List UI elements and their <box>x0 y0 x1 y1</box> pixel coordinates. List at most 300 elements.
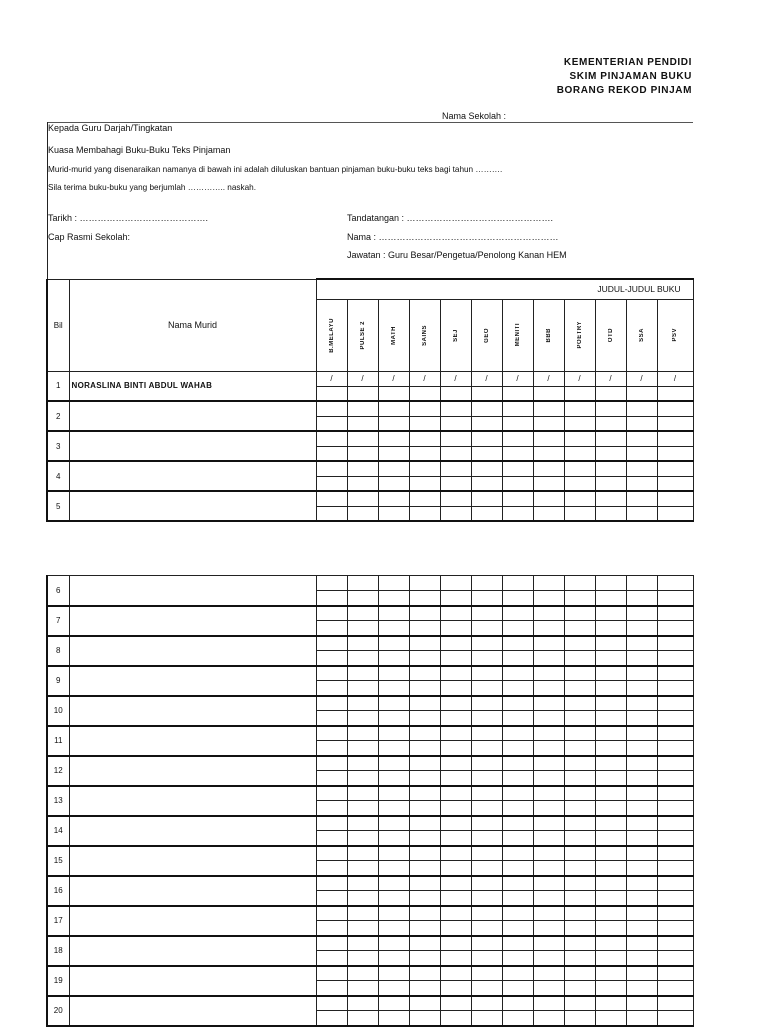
book-mark-cell[interactable] <box>626 491 657 506</box>
book-mark-cell[interactable] <box>626 906 657 921</box>
book-return-cell[interactable] <box>347 921 378 936</box>
book-mark-cell[interactable] <box>533 936 564 951</box>
book-mark-cell[interactable] <box>533 491 564 506</box>
book-return-cell[interactable] <box>626 476 657 491</box>
book-return-cell[interactable] <box>657 591 693 606</box>
book-return-cell[interactable] <box>471 681 502 696</box>
book-mark-cell[interactable] <box>440 606 471 621</box>
book-return-cell[interactable] <box>626 621 657 636</box>
book-mark-cell[interactable] <box>347 696 378 711</box>
book-return-cell[interactable] <box>595 506 626 521</box>
book-mark-cell[interactable] <box>564 431 595 446</box>
book-mark-cell[interactable] <box>595 401 626 416</box>
book-return-cell[interactable] <box>471 476 502 491</box>
book-return-cell[interactable] <box>316 831 347 846</box>
book-mark-cell[interactable] <box>440 431 471 446</box>
book-return-cell[interactable] <box>657 711 693 726</box>
book-mark-cell[interactable] <box>440 906 471 921</box>
book-mark-cell[interactable] <box>378 876 409 891</box>
book-return-cell[interactable] <box>502 801 533 816</box>
book-return-cell[interactable] <box>316 711 347 726</box>
book-mark-cell[interactable] <box>440 401 471 416</box>
book-return-cell[interactable] <box>502 771 533 786</box>
book-return-cell[interactable] <box>316 476 347 491</box>
book-mark-cell[interactable] <box>595 491 626 506</box>
book-return-cell[interactable] <box>378 981 409 996</box>
book-return-cell[interactable] <box>533 981 564 996</box>
book-return-cell[interactable] <box>471 651 502 666</box>
book-mark-cell[interactable] <box>564 966 595 981</box>
book-mark-cell[interactable]: / <box>533 371 564 386</box>
book-mark-cell[interactable] <box>409 696 440 711</box>
book-mark-cell[interactable] <box>657 786 693 801</box>
book-return-cell[interactable] <box>347 951 378 966</box>
book-return-cell[interactable] <box>657 921 693 936</box>
book-mark-cell[interactable]: / <box>626 371 657 386</box>
book-return-cell[interactable] <box>657 681 693 696</box>
book-return-cell[interactable] <box>316 861 347 876</box>
book-mark-cell[interactable] <box>502 401 533 416</box>
book-return-cell[interactable] <box>409 951 440 966</box>
book-return-cell[interactable] <box>471 801 502 816</box>
book-mark-cell[interactable] <box>564 906 595 921</box>
book-return-cell[interactable] <box>626 861 657 876</box>
book-mark-cell[interactable] <box>347 876 378 891</box>
book-mark-cell[interactable] <box>409 876 440 891</box>
student-name-cell[interactable] <box>69 906 316 936</box>
book-mark-cell[interactable] <box>657 996 693 1011</box>
book-return-cell[interactable] <box>409 831 440 846</box>
book-mark-cell[interactable] <box>471 906 502 921</box>
book-return-cell[interactable] <box>657 386 693 401</box>
book-return-cell[interactable] <box>378 476 409 491</box>
book-mark-cell[interactable] <box>378 696 409 711</box>
book-mark-cell[interactable] <box>533 606 564 621</box>
book-mark-cell[interactable] <box>657 876 693 891</box>
book-return-cell[interactable] <box>378 921 409 936</box>
book-return-cell[interactable] <box>409 476 440 491</box>
student-name-cell[interactable] <box>69 431 316 461</box>
book-mark-cell[interactable] <box>657 491 693 506</box>
book-return-cell[interactable] <box>564 591 595 606</box>
book-return-cell[interactable] <box>471 416 502 431</box>
book-return-cell[interactable] <box>595 741 626 756</box>
book-mark-cell[interactable] <box>316 876 347 891</box>
book-mark-cell[interactable] <box>471 786 502 801</box>
book-mark-cell[interactable] <box>502 491 533 506</box>
book-mark-cell[interactable] <box>471 606 502 621</box>
book-return-cell[interactable] <box>316 981 347 996</box>
book-mark-cell[interactable]: / <box>657 371 693 386</box>
book-mark-cell[interactable] <box>378 906 409 921</box>
book-return-cell[interactable] <box>471 1011 502 1026</box>
book-return-cell[interactable] <box>378 771 409 786</box>
book-return-cell[interactable] <box>409 416 440 431</box>
book-mark-cell[interactable] <box>564 726 595 741</box>
book-return-cell[interactable] <box>626 921 657 936</box>
book-return-cell[interactable] <box>409 981 440 996</box>
book-mark-cell[interactable] <box>316 816 347 831</box>
book-return-cell[interactable] <box>378 651 409 666</box>
book-return-cell[interactable] <box>626 681 657 696</box>
book-return-cell[interactable] <box>564 981 595 996</box>
book-return-cell[interactable] <box>502 981 533 996</box>
book-mark-cell[interactable]: / <box>378 371 409 386</box>
book-return-cell[interactable] <box>378 681 409 696</box>
book-return-cell[interactable] <box>502 386 533 401</box>
book-mark-cell[interactable] <box>347 936 378 951</box>
book-mark-cell[interactable] <box>471 846 502 861</box>
book-mark-cell[interactable] <box>316 636 347 651</box>
book-mark-cell[interactable] <box>502 936 533 951</box>
book-mark-cell[interactable] <box>533 461 564 476</box>
book-mark-cell[interactable] <box>378 996 409 1011</box>
book-mark-cell[interactable] <box>471 696 502 711</box>
book-return-cell[interactable] <box>471 861 502 876</box>
book-return-cell[interactable] <box>595 386 626 401</box>
book-return-cell[interactable] <box>471 621 502 636</box>
book-return-cell[interactable] <box>502 741 533 756</box>
book-return-cell[interactable] <box>316 386 347 401</box>
book-return-cell[interactable] <box>378 861 409 876</box>
book-mark-cell[interactable] <box>502 966 533 981</box>
book-return-cell[interactable] <box>657 651 693 666</box>
book-mark-cell[interactable] <box>440 696 471 711</box>
book-return-cell[interactable] <box>564 651 595 666</box>
book-mark-cell[interactable] <box>440 726 471 741</box>
book-return-cell[interactable] <box>378 386 409 401</box>
name-field[interactable]: Nama : …………………………………………………… <box>347 232 559 242</box>
book-mark-cell[interactable] <box>378 966 409 981</box>
book-return-cell[interactable] <box>440 951 471 966</box>
book-return-cell[interactable] <box>316 921 347 936</box>
book-mark-cell[interactable] <box>316 726 347 741</box>
book-mark-cell[interactable] <box>657 756 693 771</box>
signature-field[interactable]: Tandatangan : …………………………………………. <box>347 213 554 223</box>
book-mark-cell[interactable] <box>409 786 440 801</box>
book-mark-cell[interactable] <box>378 936 409 951</box>
book-mark-cell[interactable] <box>378 431 409 446</box>
book-return-cell[interactable] <box>533 741 564 756</box>
book-mark-cell[interactable] <box>657 431 693 446</box>
book-return-cell[interactable] <box>564 831 595 846</box>
book-mark-cell[interactable] <box>347 636 378 651</box>
book-return-cell[interactable] <box>533 591 564 606</box>
book-mark-cell[interactable] <box>595 636 626 651</box>
book-return-cell[interactable] <box>471 741 502 756</box>
book-mark-cell[interactable] <box>440 816 471 831</box>
book-return-cell[interactable] <box>657 506 693 521</box>
book-mark-cell[interactable] <box>657 401 693 416</box>
book-return-cell[interactable] <box>626 446 657 461</box>
book-return-cell[interactable] <box>316 801 347 816</box>
book-mark-cell[interactable]: / <box>564 371 595 386</box>
book-mark-cell[interactable] <box>533 756 564 771</box>
book-return-cell[interactable] <box>626 416 657 431</box>
book-return-cell[interactable] <box>657 981 693 996</box>
book-mark-cell[interactable] <box>347 666 378 681</box>
book-mark-cell[interactable] <box>471 491 502 506</box>
book-return-cell[interactable] <box>409 506 440 521</box>
book-mark-cell[interactable] <box>316 786 347 801</box>
book-return-cell[interactable] <box>471 446 502 461</box>
book-return-cell[interactable] <box>378 506 409 521</box>
book-mark-cell[interactable] <box>626 606 657 621</box>
book-mark-cell[interactable] <box>533 576 564 591</box>
book-return-cell[interactable] <box>440 386 471 401</box>
book-mark-cell[interactable] <box>347 576 378 591</box>
book-mark-cell[interactable] <box>347 756 378 771</box>
date-field[interactable]: Tarikh : ……………………………………. <box>48 213 209 223</box>
book-mark-cell[interactable] <box>440 491 471 506</box>
book-mark-cell[interactable] <box>626 636 657 651</box>
book-return-cell[interactable] <box>347 771 378 786</box>
book-return-cell[interactable] <box>502 1011 533 1026</box>
book-mark-cell[interactable] <box>564 786 595 801</box>
book-mark-cell[interactable] <box>564 636 595 651</box>
book-return-cell[interactable] <box>595 861 626 876</box>
book-return-cell[interactable] <box>564 711 595 726</box>
book-return-cell[interactable] <box>626 801 657 816</box>
book-mark-cell[interactable] <box>626 696 657 711</box>
book-mark-cell[interactable] <box>502 666 533 681</box>
book-return-cell[interactable] <box>502 711 533 726</box>
book-mark-cell[interactable] <box>409 491 440 506</box>
book-return-cell[interactable] <box>409 1011 440 1026</box>
student-name-cell[interactable] <box>69 491 316 521</box>
book-return-cell[interactable] <box>626 506 657 521</box>
book-mark-cell[interactable] <box>595 786 626 801</box>
book-return-cell[interactable] <box>316 741 347 756</box>
book-mark-cell[interactable] <box>347 726 378 741</box>
book-return-cell[interactable] <box>657 476 693 491</box>
book-return-cell[interactable] <box>564 771 595 786</box>
book-return-cell[interactable] <box>316 416 347 431</box>
book-return-cell[interactable] <box>595 771 626 786</box>
book-return-cell[interactable] <box>440 1011 471 1026</box>
book-return-cell[interactable] <box>347 711 378 726</box>
book-mark-cell[interactable] <box>533 816 564 831</box>
book-return-cell[interactable] <box>564 506 595 521</box>
book-return-cell[interactable] <box>409 891 440 906</box>
book-mark-cell[interactable] <box>378 491 409 506</box>
book-mark-cell[interactable] <box>595 606 626 621</box>
book-mark-cell[interactable] <box>595 756 626 771</box>
book-return-cell[interactable] <box>533 951 564 966</box>
book-mark-cell[interactable] <box>316 846 347 861</box>
book-mark-cell[interactable] <box>595 816 626 831</box>
book-mark-cell[interactable] <box>409 431 440 446</box>
book-return-cell[interactable] <box>657 831 693 846</box>
student-name-cell[interactable] <box>69 936 316 966</box>
book-mark-cell[interactable] <box>409 996 440 1011</box>
book-mark-cell[interactable] <box>502 576 533 591</box>
book-return-cell[interactable] <box>564 621 595 636</box>
book-mark-cell[interactable] <box>471 936 502 951</box>
book-return-cell[interactable] <box>502 891 533 906</box>
book-return-cell[interactable] <box>347 446 378 461</box>
book-return-cell[interactable] <box>595 681 626 696</box>
book-return-cell[interactable] <box>595 711 626 726</box>
book-return-cell[interactable] <box>347 506 378 521</box>
book-return-cell[interactable] <box>347 681 378 696</box>
book-mark-cell[interactable] <box>502 876 533 891</box>
book-return-cell[interactable] <box>409 446 440 461</box>
book-return-cell[interactable] <box>440 711 471 726</box>
book-mark-cell[interactable] <box>347 786 378 801</box>
book-mark-cell[interactable] <box>378 756 409 771</box>
book-return-cell[interactable] <box>533 386 564 401</box>
book-mark-cell[interactable] <box>316 996 347 1011</box>
book-mark-cell[interactable] <box>471 996 502 1011</box>
book-mark-cell[interactable] <box>316 491 347 506</box>
book-return-cell[interactable] <box>440 446 471 461</box>
book-return-cell[interactable] <box>316 446 347 461</box>
book-mark-cell[interactable] <box>564 816 595 831</box>
book-return-cell[interactable] <box>502 591 533 606</box>
book-return-cell[interactable] <box>409 591 440 606</box>
book-return-cell[interactable] <box>378 711 409 726</box>
book-return-cell[interactable] <box>347 891 378 906</box>
book-mark-cell[interactable]: / <box>595 371 626 386</box>
book-mark-cell[interactable] <box>471 401 502 416</box>
book-return-cell[interactable] <box>657 801 693 816</box>
book-mark-cell[interactable] <box>378 401 409 416</box>
book-mark-cell[interactable] <box>533 431 564 446</box>
book-mark-cell[interactable] <box>595 846 626 861</box>
book-return-cell[interactable] <box>440 831 471 846</box>
student-name-cell[interactable] <box>69 876 316 906</box>
book-return-cell[interactable] <box>440 741 471 756</box>
student-name-cell[interactable] <box>69 966 316 996</box>
book-return-cell[interactable] <box>564 446 595 461</box>
book-return-cell[interactable] <box>595 891 626 906</box>
book-mark-cell[interactable] <box>316 401 347 416</box>
book-mark-cell[interactable] <box>502 786 533 801</box>
book-return-cell[interactable] <box>502 951 533 966</box>
book-mark-cell[interactable] <box>502 696 533 711</box>
book-mark-cell[interactable] <box>626 876 657 891</box>
book-mark-cell[interactable] <box>657 966 693 981</box>
book-mark-cell[interactable] <box>409 576 440 591</box>
book-mark-cell[interactable] <box>564 666 595 681</box>
book-return-cell[interactable] <box>378 416 409 431</box>
book-mark-cell[interactable] <box>440 756 471 771</box>
book-mark-cell[interactable]: / <box>316 371 347 386</box>
book-mark-cell[interactable] <box>471 431 502 446</box>
book-mark-cell[interactable] <box>347 491 378 506</box>
book-return-cell[interactable] <box>378 831 409 846</box>
book-return-cell[interactable] <box>440 771 471 786</box>
book-return-cell[interactable] <box>409 621 440 636</box>
book-mark-cell[interactable] <box>564 576 595 591</box>
book-mark-cell[interactable] <box>316 431 347 446</box>
book-mark-cell[interactable] <box>595 431 626 446</box>
student-name-cell[interactable] <box>69 996 316 1026</box>
book-mark-cell[interactable] <box>626 966 657 981</box>
book-mark-cell[interactable] <box>564 696 595 711</box>
book-return-cell[interactable] <box>626 951 657 966</box>
book-mark-cell[interactable] <box>409 726 440 741</box>
book-mark-cell[interactable] <box>409 966 440 981</box>
book-return-cell[interactable] <box>626 591 657 606</box>
book-return-cell[interactable] <box>378 446 409 461</box>
book-mark-cell[interactable] <box>471 966 502 981</box>
book-mark-cell[interactable] <box>471 756 502 771</box>
book-mark-cell[interactable] <box>595 996 626 1011</box>
book-mark-cell[interactable] <box>502 726 533 741</box>
book-return-cell[interactable] <box>316 951 347 966</box>
book-return-cell[interactable] <box>347 831 378 846</box>
book-return-cell[interactable] <box>595 476 626 491</box>
book-mark-cell[interactable] <box>657 666 693 681</box>
book-return-cell[interactable] <box>626 981 657 996</box>
book-mark-cell[interactable] <box>316 576 347 591</box>
book-return-cell[interactable] <box>316 681 347 696</box>
book-mark-cell[interactable] <box>471 576 502 591</box>
book-mark-cell[interactable] <box>626 756 657 771</box>
book-return-cell[interactable] <box>502 446 533 461</box>
book-mark-cell[interactable] <box>471 666 502 681</box>
book-return-cell[interactable] <box>533 801 564 816</box>
book-mark-cell[interactable] <box>502 431 533 446</box>
book-mark-cell[interactable] <box>440 786 471 801</box>
book-mark-cell[interactable] <box>409 936 440 951</box>
student-name-cell[interactable] <box>69 666 316 696</box>
book-return-cell[interactable] <box>409 801 440 816</box>
book-return-cell[interactable] <box>657 446 693 461</box>
book-mark-cell[interactable] <box>440 666 471 681</box>
book-mark-cell[interactable] <box>502 606 533 621</box>
book-return-cell[interactable] <box>347 416 378 431</box>
book-mark-cell[interactable] <box>409 606 440 621</box>
book-return-cell[interactable] <box>657 771 693 786</box>
book-mark-cell[interactable] <box>533 696 564 711</box>
book-return-cell[interactable] <box>626 891 657 906</box>
student-name-cell[interactable] <box>69 606 316 636</box>
book-return-cell[interactable] <box>595 621 626 636</box>
book-return-cell[interactable] <box>502 651 533 666</box>
book-return-cell[interactable] <box>564 386 595 401</box>
book-mark-cell[interactable] <box>657 936 693 951</box>
book-return-cell[interactable] <box>347 591 378 606</box>
book-return-cell[interactable] <box>347 621 378 636</box>
book-return-cell[interactable] <box>471 921 502 936</box>
book-return-cell[interactable] <box>595 801 626 816</box>
book-return-cell[interactable] <box>409 386 440 401</box>
book-return-cell[interactable] <box>533 771 564 786</box>
book-mark-cell[interactable] <box>564 461 595 476</box>
book-mark-cell[interactable] <box>440 636 471 651</box>
book-return-cell[interactable] <box>378 1011 409 1026</box>
book-return-cell[interactable] <box>533 831 564 846</box>
book-mark-cell[interactable] <box>502 906 533 921</box>
book-return-cell[interactable] <box>409 921 440 936</box>
book-return-cell[interactable] <box>378 891 409 906</box>
book-return-cell[interactable] <box>316 1011 347 1026</box>
book-return-cell[interactable] <box>657 951 693 966</box>
book-return-cell[interactable] <box>471 981 502 996</box>
book-mark-cell[interactable] <box>378 726 409 741</box>
book-return-cell[interactable] <box>471 386 502 401</box>
student-name-cell[interactable] <box>69 846 316 876</box>
book-mark-cell[interactable] <box>533 636 564 651</box>
book-return-cell[interactable] <box>347 1011 378 1026</box>
book-return-cell[interactable] <box>626 386 657 401</box>
book-mark-cell[interactable] <box>409 816 440 831</box>
book-mark-cell[interactable] <box>502 816 533 831</box>
book-return-cell[interactable] <box>533 621 564 636</box>
